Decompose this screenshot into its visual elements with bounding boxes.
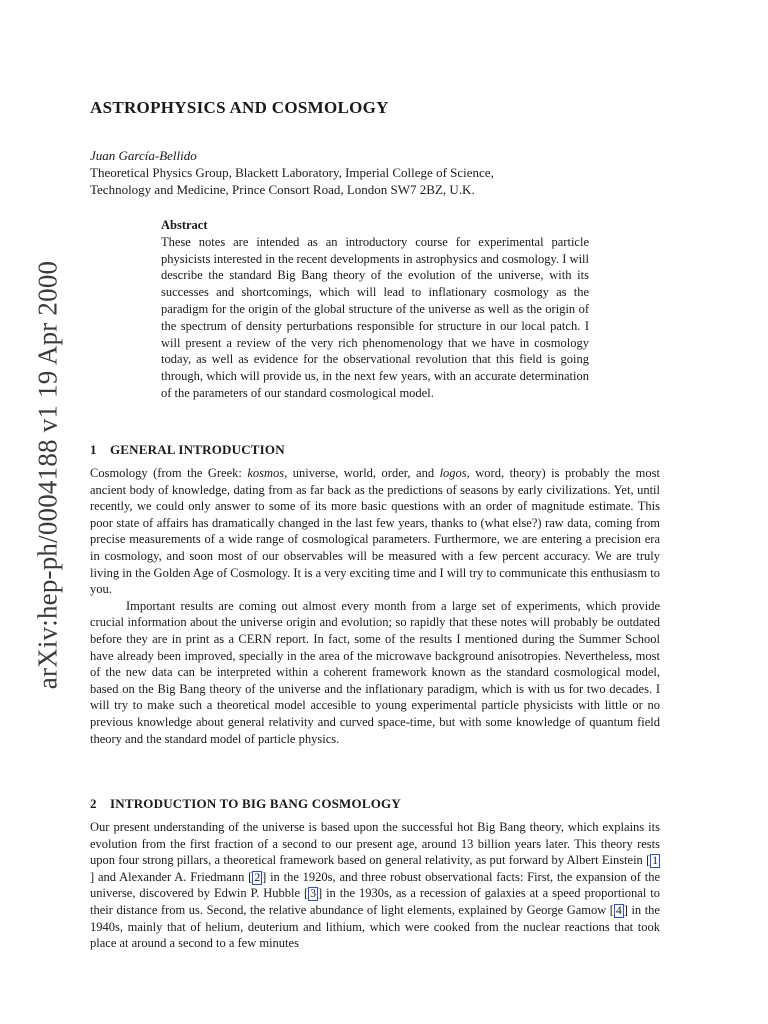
text-run: , universe, world, order, and <box>284 466 440 480</box>
citation-link[interactable]: 3 <box>310 888 316 901</box>
section-title: GENERAL INTRODUCTION <box>110 442 285 457</box>
text-run: ] in the 1920s, and three robust observational facts: First, the expansion of the universe, discovered by Edwin P. Hubble [ <box>90 869 661 901</box>
greek-term-kosmos: kosmos <box>247 466 285 480</box>
text-run: ] in the 1930s, as a recession of galaxies at a speed proportional to their distance from us. Second, the relative abundance of light elements, explained by George Gamow [ <box>90 886 660 917</box>
citation-link[interactable]: 1 <box>652 855 658 868</box>
paper-title: ASTROPHYSICS AND COSMOLOGY <box>90 98 389 117</box>
section-heading <box>90 796 660 812</box>
paragraph <box>90 819 660 952</box>
greek-term-logos: logos <box>439 466 467 480</box>
section-number: 1 <box>90 442 97 457</box>
affiliation-line: Technology and Medicine, Prince Consort Road, London SW7 2BZ, U.K. <box>90 182 475 197</box>
paragraph: Important results are coming out almost every month from a large set of experiments, which provide crucial information about the universe origin and evolution; so rapidly that these notes will probably be outdated before they are in print as a CERN report. In fact, some of the results I mentioned during the Summer School have already been improved, specially in the area of the microwave background anisotropies. Nevertheless, most of the new data can be interpreted within a coherent framework known as the standard cosmological model, based on the Big Bang theory of the universe and the inflationary paradigm, which is with us for two decades. I will try to make such a theoretical model accesible to young experimental particle physicists with little or no previous knowledge about general relativity and curved space-time, but with some knowledge of quantum field theory and the standard model of particle physics. <box>90 598 660 746</box>
abstract-text: These notes are intended as an introductory course for experimental particle physicists interested in the recent developments in astrophysics and cosmology. I will describe the standard Big Bang theory of the evolution of the universe, with its successes and shortcomings, which will lead to inflationary cosmology as the paradigm for the origin of the global structure of the universe as well as the origin of the spectrum of density perturbations responsible for structure in our local patch. I will present a review of the very rich phenomenology that we have in cosmology today, as well as evidence for the observational revolution that this field is going through, which will provide us, in the next few years, with an accurate determination of the parameters of our standard cosmological model. <box>161 234 589 400</box>
text-run: ] and Alexander A. Friedmann [ <box>90 869 253 884</box>
section-big-bang-cosmology <box>90 796 660 952</box>
section-title: INTRODUCTION TO BIG BANG COSMOLOGY <box>110 796 401 811</box>
author-affiliation <box>90 164 494 198</box>
section-heading <box>90 442 660 458</box>
abstract-heading: Abstract <box>161 218 208 232</box>
text-run: Cosmology (from the Greek: <box>90 466 248 480</box>
citation-link[interactable]: 4 <box>615 904 622 917</box>
arxiv-identifier-stamp <box>28 260 68 690</box>
citation-link[interactable]: 2 <box>254 871 261 884</box>
author-name: Juan García-Bellido <box>90 148 197 163</box>
text-run: Our present understanding of the universe is based upon the successful hot Big Bang theory, which explains its evolution from the first fraction of a second to our present age, around 13 billion years later. This theory rests upon four strong pillars, a theoretical framework based on general relativity, as put forward by Albert Einstein [ <box>90 820 660 868</box>
arxiv-identifier-text: arXiv:hep-ph/0004188 v1 19 Apr 2000 <box>32 260 63 690</box>
text-run: , word, theory) is probably the most ancient body of knowledge, dating from as far back as the predictions of seasons by early civilizations. Yet, until recently, we could only answer to some of its more basic questions with an order of magnitude estimate. This poor state of affairs has dramatically changed in the last few years, thanks to (what else?) raw data, coming from precise measurements of a wide range of cosmological parameters. Furthermore, we are entering a precision era in cosmology, and soon most of our observables will be measured with a few percent accuracy. We are truly living in the Golden Age of Cosmology. It is a very exciting time and I will try to communicate this enthusiasm to you. <box>90 466 660 597</box>
text-run: ] in the 1940s, mainly that of helium, deuterium and lithium, which were cooked from the nuclear reactions that took place at around a second to a few minutes <box>90 902 660 951</box>
paragraph <box>90 465 660 598</box>
section-number: 2 <box>90 796 97 811</box>
affiliation-line: Theoretical Physics Group, Blackett Laboratory, Imperial College of Science, <box>90 165 494 180</box>
section-general-introduction <box>90 442 660 747</box>
abstract <box>161 217 589 402</box>
